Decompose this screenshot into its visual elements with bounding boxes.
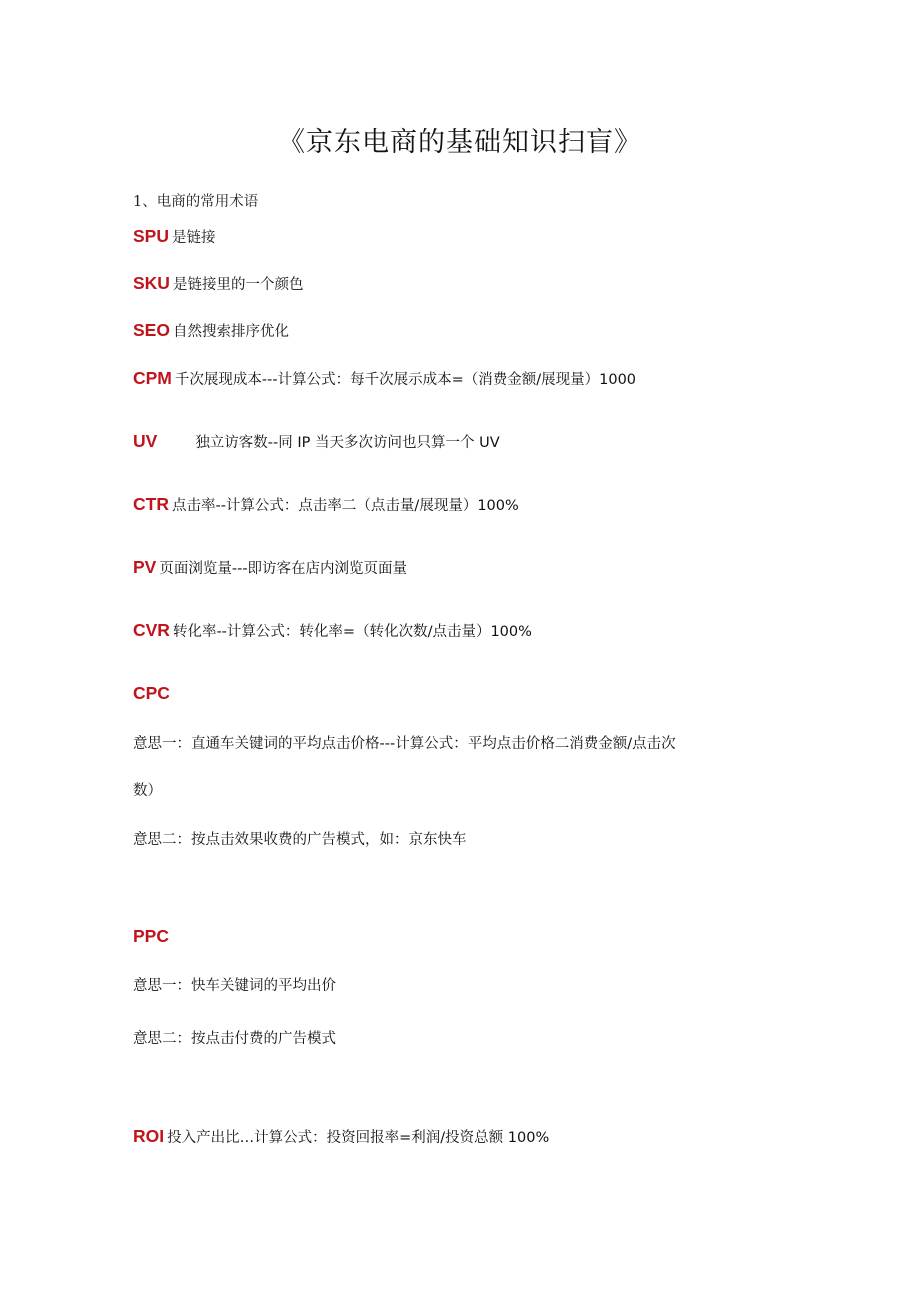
term-label: UV	[133, 431, 158, 451]
term-description: 是链接	[171, 230, 216, 246]
term-label: SKU	[133, 273, 170, 293]
cpc-meaning-1-line-2: 数）	[133, 783, 162, 799]
term-description: 是链接里的一个颜色	[172, 277, 304, 293]
term-description: 投入产出比…计算公式：投资回报率=利润/投资总额 100%	[167, 1130, 550, 1146]
term-description: 千次展现成本---计算公式：每千次展示成本=（消费金额/展现量）1000	[174, 372, 637, 388]
term-row-ctr	[133, 494, 519, 516]
term-description: 页面浏览量---即访客在店内浏览页面量	[159, 561, 408, 577]
term-label: PPC	[133, 926, 169, 946]
term-row-uv	[133, 431, 500, 453]
ppc-meaning-1: 意思一：快车关键词的平均出价	[133, 978, 336, 994]
cpc-meaning-2: 意思二：按点击效果收费的广告模式，如：京东快车	[133, 832, 467, 848]
term-row-pv	[133, 557, 407, 579]
term-row-roi	[133, 1126, 549, 1148]
term-description: 转化率--计算公式：转化率=（转化次数/点击量）100%	[172, 624, 532, 640]
term-label: SEO	[133, 320, 170, 340]
term-label: ROI	[133, 1126, 165, 1146]
term-label: CPC	[133, 683, 170, 703]
term-description: 独立访客数--同 IP 当天多次访问也只算一个 UV	[195, 435, 500, 451]
ppc-meaning-2: 意思二：按点击付费的广告模式	[133, 1031, 336, 1047]
term-row-cpm	[133, 368, 636, 390]
term-row-cvr	[133, 620, 532, 642]
term-row-sku	[133, 273, 303, 295]
term-row-spu	[133, 226, 215, 248]
term-row-cpc	[133, 683, 170, 705]
term-label: CTR	[133, 494, 169, 514]
section-heading: 1、电商的常用术语	[133, 194, 259, 210]
cpc-meaning-1-line-1: 意思一：直通车关键词的平均点击价格---计算公式：平均点击价格二消费金额/点击次	[133, 736, 676, 752]
term-label: CVR	[133, 620, 170, 640]
term-label: PV	[133, 557, 157, 577]
term-label: CPM	[133, 368, 172, 388]
term-label: SPU	[133, 226, 169, 246]
term-row-seo	[133, 320, 289, 342]
term-description: 自然搜索排序优化	[172, 324, 289, 340]
document-title: 《京东电商的基础知识扫盲》	[278, 127, 642, 158]
term-description: 点击率--计算公式：点击率二（点击量/展现量）100%	[171, 498, 519, 514]
term-row-ppc	[133, 926, 169, 948]
